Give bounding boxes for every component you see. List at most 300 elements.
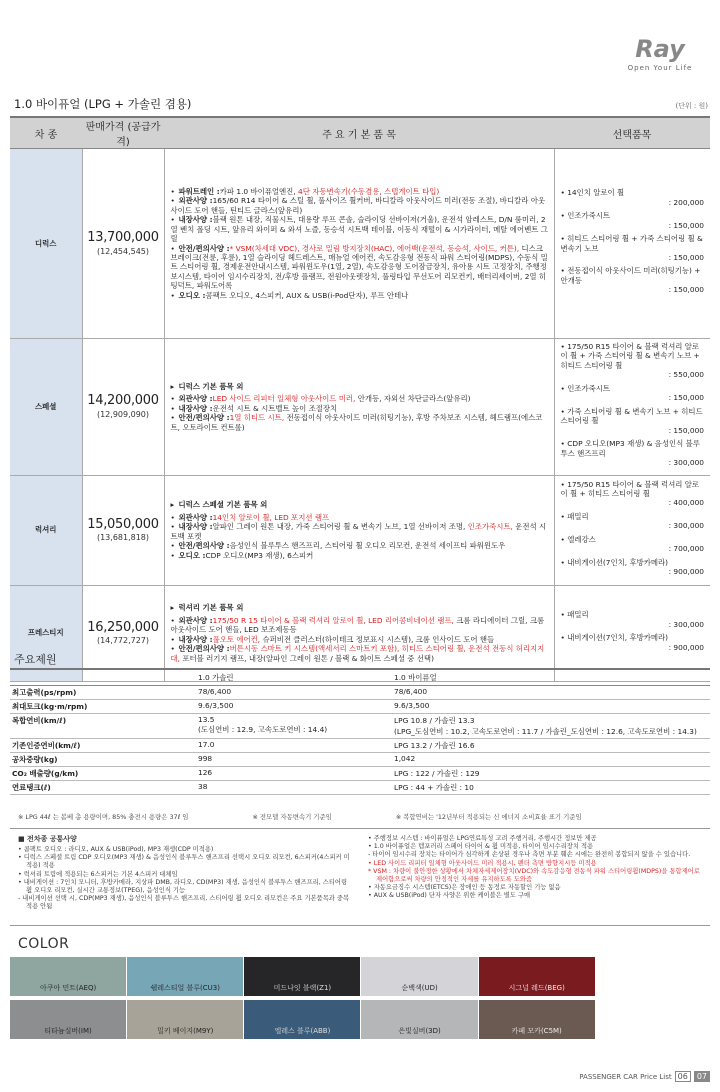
bullet-icon: •	[560, 534, 568, 544]
spec-label: 최고출력(ps/rpm)	[10, 685, 196, 699]
option-name-text: 14인치 알로이 휠	[567, 188, 625, 198]
option-price: : 150,000	[668, 252, 704, 262]
bullet-icon: •	[560, 342, 568, 351]
spec-gas-value	[196, 713, 392, 738]
options-list	[554, 585, 710, 681]
feature-text: 음성인식 블루투스 핸즈프리, 스티어링 휠 오디오 리모컨, 운전석 세이프티 파워윈도우	[229, 541, 506, 551]
option-name-text: 전동접이식 아웃사이드 미러(히팅기능) + 안개등	[560, 266, 701, 285]
option-item	[561, 407, 705, 435]
bullet-icon: •	[560, 383, 568, 393]
option-item	[561, 480, 705, 508]
spec-header-row	[10, 669, 710, 685]
feature-line	[171, 215, 550, 243]
option-price: : 150,000	[668, 285, 704, 295]
feature-line	[171, 291, 550, 300]
feature-highlight: 14인치 알로이 휠, LED 포지션 램프	[212, 512, 330, 522]
feature-highlight: 1열 히티드 시트,	[229, 413, 285, 423]
base-features-label	[171, 603, 550, 612]
trim-name: 스페셜	[10, 339, 82, 476]
option-name	[561, 512, 705, 521]
feature-line	[171, 635, 550, 644]
bullet-icon: •	[560, 188, 568, 198]
option-row	[561, 407, 705, 426]
option-price: : 150,000	[668, 425, 704, 435]
features-list	[164, 149, 554, 339]
option-name-text: 패밀리	[567, 610, 589, 620]
spec-row	[10, 713, 710, 738]
logo-text: Ray	[635, 36, 685, 62]
trim-name: 프레스티지	[10, 585, 82, 681]
option-price: : 700,000	[668, 544, 704, 554]
bullet-icon: •	[170, 644, 175, 654]
supply-price: (13,681,818)	[96, 533, 150, 543]
spec-bifuel-main: 1,042	[394, 753, 416, 763]
feature-highlight: 4단 자동변속기(수동겸용, 스텝게이트 타입)	[298, 186, 440, 196]
supply-price: (12,454,545)	[96, 246, 150, 256]
trim-price	[82, 339, 164, 476]
bullet-icon: •	[560, 406, 568, 416]
spec-title: 주요제원	[14, 653, 57, 666]
feature-tail: 운전석 시트백 포켓	[170, 522, 547, 541]
spec-bifuel-value	[392, 766, 710, 780]
feature-tail: 디스크 브레이크(전륜, 후륜), 1열 슬라이딩 헤드레스트, 매뉴얼 에어컨, 속도감응형 전동식 파워 스티어링(MDPS), 수동식 밀트 스티어링 휠, 경제운전안내시스템, 파워윈도우(1열, 2열), 속도감응형 도어잠금장치, 유아용 시트 고정장치, 주행정보시스템, 타이어 임시수리장치, 전/후방 플램프, 전원아웃렛장치, 풀링타입 무선도어 리모컨키, 배터리세이버, 2열 히팅덕트, 파워도어록	[170, 243, 548, 291]
option-price: : 400,000	[668, 498, 704, 508]
feature-label: 오디오 :	[178, 290, 206, 300]
feature-label: 내장사양 :	[178, 522, 213, 532]
bullet-icon: •	[170, 215, 175, 225]
common-note: - 타이어 임시수리 장치는 타이어가 심각하게 손상된 경우나 측면 부분 훼손 시에는 완전히 봉합되지 않을 수 있습니다.	[368, 851, 691, 859]
spec-row	[10, 685, 710, 699]
options-list	[554, 149, 710, 339]
color-swatch	[596, 1000, 712, 1039]
color-name: 순백색(UD)	[401, 984, 438, 992]
spec-header-blank	[10, 669, 196, 685]
trim-name: 럭셔리	[10, 475, 82, 585]
bullet-icon: •	[170, 522, 175, 532]
base-features-text: 럭셔리 기본 품목 외	[178, 603, 244, 613]
footer	[579, 1071, 710, 1082]
supply-price: (14,772,727)	[96, 636, 150, 646]
feature-line	[171, 244, 550, 291]
feature-label: 오디오 :	[178, 550, 206, 560]
ray-logo-icon	[612, 36, 708, 62]
option-price: : 900,000	[668, 567, 704, 577]
spec-bifuel-value	[392, 738, 710, 752]
feature-line	[171, 196, 550, 215]
price-value: 14,200,000	[87, 393, 159, 409]
bullet-icon: •	[170, 413, 175, 423]
color-name: 밀키 베이지(M9Y)	[157, 1027, 214, 1035]
bullet-icon: •	[170, 290, 175, 300]
option-price: : 550,000	[668, 370, 704, 380]
option-row	[561, 633, 705, 642]
spec-notes	[18, 812, 708, 821]
option-item	[561, 342, 705, 380]
section-title: 1.0 바이퓨얼 (LPG + 가솔린 겸용)	[14, 97, 192, 111]
spec-label: 공차중량(kg)	[10, 752, 196, 766]
spec-gas-main: 17.0	[198, 739, 215, 749]
spec-label: CO₂ 배출량(g/km)	[10, 766, 196, 780]
spec-bifuel-value	[392, 780, 710, 794]
common-note: • 내비게이션 : 7인치 모니터, 후방카메라, 지상파 DMB, 라디오, CD(MP3) 재생, 음성인식 블루투스 핸즈프리, 스티어링휠 오디오 리모컨, 실시간 교통정보(TPEG), 음성인식 기능	[18, 878, 348, 894]
common-note: • LED 사이드 리피터 일체형 아웃사이드 미러 적용시, 펜더 측면 방향지시등 미적용	[368, 859, 597, 867]
feature-text: 콤팩트 오디오, 4스피커, AUX & USB(i-Pod단자), 루프 안테나	[205, 290, 409, 300]
color-swatch	[10, 1000, 126, 1039]
trim-row	[10, 149, 710, 339]
common-spec-title: ■ 전차종 공통사양	[18, 835, 77, 843]
feature-highlight: 풀오토 에어컨,	[212, 634, 261, 644]
spec-gas-detail: (도심연비 : 12.9, 고속도로연비 : 14.4)	[198, 724, 328, 734]
spec-gas-value	[196, 685, 392, 699]
spec-bifuel-main: LPG 10.8 / 가솔린 13.3	[394, 715, 475, 725]
spec-bifuel-value	[392, 685, 710, 699]
color-name: 미드나잇 블랙(Z1)	[273, 984, 332, 992]
feature-label: 안전/편의사양 :	[178, 644, 230, 654]
feature-label: 외관사양 :	[178, 512, 213, 522]
color-swatch	[361, 957, 477, 996]
option-price: : 300,000	[668, 619, 704, 629]
spec-bifuel-main: LPG : 122 / 가솔린 : 129	[394, 768, 480, 778]
feature-highlight: 인조가죽시트,	[467, 522, 513, 532]
spec-row	[10, 699, 710, 713]
option-price: : 200,000	[668, 197, 704, 207]
feature-text: 알파인 그레이 원톤 내장, 가죽 스티어링 휠 & 변속기 노브, 1열 선바이저 조명,	[212, 522, 468, 532]
feature-label: 파워트레인 :	[178, 186, 220, 196]
color-swatch	[10, 957, 126, 996]
color-name: 티타늄실버(IM)	[44, 1027, 92, 1035]
option-name-text: 인조가죽시트	[567, 383, 611, 393]
option-item	[561, 535, 705, 554]
feature-label: 안전/편의사양 :	[178, 541, 230, 551]
spec-gas-value	[196, 766, 392, 780]
spec-label: 기존인증연비(km/ℓ)	[10, 738, 196, 752]
feature-label: 외관사양 :	[178, 615, 213, 625]
option-name-text: 175/50 R15 타이어 & 블랙 럭셔리 알로이 휠 + 가죽 스티어링 휠 & 변속기 노브 + 히티드 스티어링 휠	[560, 342, 700, 370]
price-table	[10, 116, 710, 682]
option-name	[561, 234, 705, 253]
feature-line	[171, 644, 550, 663]
common-note: • 자동요금징수 시스템(ETCS)은 장애인 등 동정로 자동할인 기능 없음	[368, 884, 561, 892]
header-price-label: 판매가격	[85, 122, 125, 133]
option-row	[561, 266, 705, 285]
feature-highlight: 175/50 R 15 타이어 & 블랙 럭셔리 알로이 휠, LED 리어콤비네이션 램프,	[212, 615, 454, 625]
spec-gas-main: 13.5	[198, 714, 215, 724]
header-options: 선택품목	[554, 117, 710, 149]
feature-line	[171, 541, 550, 550]
header-price-sub: (공급가격)	[116, 122, 161, 148]
spec-row	[10, 752, 710, 766]
feature-line	[171, 404, 550, 413]
feature-text: 165/60 R14 타이어 & 스틸 휠, 풀사이즈 휠커버, 바디칼라 아웃사이드 미러(전동 조절), 바디칼라 아웃사이드 도어 핸들, 틴티드 글라스(앞유리)	[170, 196, 545, 215]
trim-row	[10, 585, 710, 681]
spec-note: ※ 복합연비는 '12년부터 적용되는 신 에너지 소비효율 표기 기준임	[395, 813, 582, 821]
option-item	[561, 266, 705, 294]
price-value: 13,700,000	[87, 230, 159, 246]
spec-bifuel-main: LPG : 44 + 가솔린 : 10	[394, 782, 474, 792]
common-note: • 럭셔리 트림에 적용되는 6스피커는 기본 4스피커 대체임	[18, 870, 178, 878]
spec-bifuel-value	[392, 752, 710, 766]
option-row	[561, 211, 705, 220]
common-spec-box	[10, 828, 710, 926]
option-price: : 900,000	[668, 642, 704, 652]
spec-row	[10, 766, 710, 780]
spec-bifuel-main: 9.6/3,500	[394, 700, 430, 710]
feature-label: 내장사양 :	[178, 634, 213, 644]
option-price: : 300,000	[668, 458, 704, 468]
feature-line	[171, 413, 550, 432]
feature-line	[171, 394, 550, 403]
bullet-icon: ▸	[170, 603, 175, 613]
feature-label: 외관사양 :	[178, 394, 213, 404]
unit-label: (단위 : 원)	[675, 102, 708, 110]
spec-gas-value	[196, 780, 392, 794]
option-price: : 150,000	[668, 220, 704, 230]
spec-label: 최대토크(kg·m/rpm)	[10, 699, 196, 713]
color-swatch	[244, 1000, 360, 1039]
trim-name: 디럭스	[10, 149, 82, 339]
footer-text: PASSENGER CAR Price List	[579, 1072, 672, 1081]
option-row	[561, 610, 705, 619]
option-item	[561, 512, 705, 531]
bullet-icon: •	[560, 211, 568, 221]
spec-header-gas: 1.0 가솔린	[196, 669, 392, 685]
color-swatches	[10, 957, 712, 1039]
common-spec-right	[360, 835, 710, 925]
feature-text: CDP 오디오(MP3 재생), 6스피커	[205, 550, 314, 560]
option-name-text: 175/50 R15 타이어 & 블랙 럭셔리 알로이 휠 + 히티드 스티어링 휠	[560, 479, 700, 498]
color-swatch	[244, 957, 360, 996]
spec-label: 연료탱크(ℓ)	[10, 780, 196, 794]
feature-line	[171, 522, 550, 541]
color-swatch	[361, 1000, 477, 1039]
feature-line	[171, 187, 550, 196]
color-name: 시그널 레드(BEG)	[508, 984, 565, 992]
feature-label: 내장사양 :	[178, 403, 213, 413]
feature-tail: 크롬 라디에이터 그릴, 크롬 아웃사이드 도어 핸들, LED 보조제동등	[170, 615, 545, 635]
bullet-icon: •	[560, 557, 568, 567]
options-list	[554, 339, 710, 476]
color-name: 엘레스 블루(ABB)	[274, 1027, 331, 1035]
option-name-text: 패밀리	[567, 511, 589, 521]
option-name	[561, 211, 705, 220]
base-features-text: 디럭스 기본 품목 외	[178, 381, 244, 391]
option-item	[561, 610, 705, 629]
common-note: • 디럭스 스페셜 트림 CDP 오디오(MP3 재생) & 음성인식 블루투스 핸즈프리 선택시 오디오 리모컨, 6스피커(4스피커 미적용) 적용	[18, 854, 350, 870]
feature-line	[171, 513, 550, 522]
option-item	[561, 439, 705, 467]
feature-label: 안전/편의사양 :	[178, 243, 230, 253]
feature-label: 안전/편의사양 :	[178, 413, 230, 423]
bullet-icon: •	[560, 234, 568, 244]
spec-bifuel-main: LPG 13.2 / 가솔린 16.6	[394, 740, 475, 750]
spec-gas-value	[196, 699, 392, 713]
base-features-text: 디럭스 스페셜 기본 품목 외	[178, 500, 268, 510]
features-list	[164, 339, 554, 476]
option-name	[561, 633, 705, 642]
bullet-icon: •	[170, 512, 175, 522]
color-swatch	[127, 957, 243, 996]
spec-label: 복합연비(km/ℓ)	[10, 713, 196, 738]
spec-gas-value	[196, 738, 392, 752]
option-name-text: 내비게이션(7인치, 후방카메라)	[567, 557, 669, 567]
color-swatch	[479, 957, 595, 996]
header-trim: 차 종	[10, 117, 82, 149]
feature-label: 외관사양 :	[178, 196, 213, 206]
option-name	[561, 266, 705, 285]
option-price: : 300,000	[668, 521, 704, 531]
option-name-text: 내비게이션(7인치, 후방카메라)	[567, 633, 669, 643]
color-swatch	[127, 1000, 243, 1039]
feature-text: 블랙 원톤 내장, 직물시트, 대용량 루프 콘솔, 슬라이딩 선바이저(거울), 운전석 암레스트, D/N 룸미러, 2열 벤치 폴딩 시트, 앞유리 와이퍼 & 와셔 노즐, 동승석 시트백 테이블, 이동식 재떨이 & 시가라이터, 메탈 에어벤트 그릴	[170, 215, 548, 244]
spec-row	[10, 738, 710, 752]
option-name	[561, 480, 705, 499]
option-name	[561, 384, 705, 393]
option-row	[561, 480, 705, 499]
feature-highlight: 버튼시동 스마트 키 시스템(액세서리 스마트키 포함), 히티드 스티어링 휠, 운전석 전동식 허리지지대,	[170, 644, 545, 663]
option-row	[561, 558, 705, 567]
feature-highlight: LED 사이드 리피터 일체형 아웃사이드 미러,	[212, 394, 356, 404]
supply-price: (12,909,090)	[96, 410, 150, 419]
page-number: 06	[675, 1071, 691, 1082]
option-name	[561, 342, 705, 370]
color-name: 쉘레스티얼 블루(CU3)	[150, 984, 220, 992]
spec-gas-main: 9.6/3,500	[198, 700, 234, 710]
feature-text: 카파 1.0 바이퓨얼엔진,	[219, 186, 299, 196]
feature-tail: 포터블 러기지 램프, 내장(알파인 그레이 원톤 / 블랙 & 화이트 스페셜 중 선택)	[180, 653, 434, 663]
bullet-icon: •	[560, 610, 568, 620]
option-item	[561, 384, 705, 403]
spec-gas-main: 78/6,400	[198, 686, 232, 696]
option-name-text: CDP 오디오(MP3 재생) & 음성인식 블루투스 핸즈프리	[560, 439, 700, 458]
price-value: 15,050,000	[87, 516, 159, 532]
spec-gas-main: 126	[198, 767, 213, 777]
bullet-icon: •	[560, 439, 568, 449]
trim-row	[10, 339, 710, 476]
spec-table	[10, 668, 710, 795]
option-name-text: 가죽 스티어링 휠 & 변속기 노브 + 히티드 스티어링 휠	[560, 406, 703, 426]
option-item	[561, 188, 705, 207]
spec-note: ※ LPG 44ℓ 는 봄베 총 용량이며, 85% 충전시 용량은 37ℓ 임	[18, 813, 189, 821]
common-note: - 내비게이션 선택 시, CDP(MP3 재생), 음성인식 블루투스 핸즈프리, 스티어링 휠 오디오 리모컨은 주요 기본품목과 중복 적용 안됨	[18, 895, 350, 911]
option-item	[561, 558, 705, 577]
option-row	[561, 234, 705, 253]
spec-bifuel-detail: (LPG_도심연비 : 10.2, 고속도로연비 : 11.7 / 가솔린_도심연비 : 12.6, 고속도로연비 : 14.3)	[394, 726, 697, 736]
common-note: • 1.0 바이퓨얼은 템포러리 스페어 타이어 & 휠 미적용, 타이어 임시수리장치 적용	[368, 843, 594, 851]
spec-gas-main: 38	[198, 781, 208, 791]
bullet-icon: ▸	[170, 381, 175, 391]
bullet-icon: •	[170, 550, 175, 560]
bullet-icon: •	[560, 266, 568, 276]
bullet-icon: •	[170, 186, 175, 196]
option-item	[561, 234, 705, 262]
feature-line	[171, 551, 550, 560]
bullet-icon: •	[170, 615, 175, 625]
option-name-text: 인조가죽시트	[567, 211, 611, 221]
spec-gas-main: 998	[198, 753, 213, 763]
trim-price	[82, 475, 164, 585]
option-row	[561, 512, 705, 521]
trim-price	[82, 149, 164, 339]
spec-header-bifuel: 1.0 바이퓨얼	[392, 669, 710, 685]
price-table-header	[10, 117, 710, 149]
bullet-icon: •	[170, 403, 175, 413]
option-item	[561, 211, 705, 230]
color-name: 은빛실버(3D)	[398, 1027, 441, 1035]
bullet-icon: •	[560, 633, 568, 643]
header-features: 주 요 기 본 품 목	[164, 117, 554, 149]
options-list	[554, 475, 710, 585]
option-name	[561, 535, 705, 544]
price-value: 16,250,000	[87, 619, 159, 635]
color-name: 아쿠아 민트(AEQ)	[39, 984, 97, 992]
bullet-icon: •	[170, 634, 175, 644]
option-name	[561, 188, 705, 197]
bullet-icon: •	[170, 196, 175, 206]
feature-label: 내장사양 :	[178, 215, 213, 225]
color-title: COLOR	[18, 936, 70, 952]
spec-bifuel-value	[392, 699, 710, 713]
common-note: • 콤팩트 오디오 : 라디오, AUX & USB(iPod), MP3 재생(CDP 미적용)	[18, 846, 214, 854]
base-features-label	[171, 500, 550, 509]
bullet-icon: •	[170, 541, 175, 551]
option-row	[561, 439, 705, 458]
color-swatch	[596, 957, 712, 996]
color-name: 카페 모카(C5M)	[511, 1027, 562, 1035]
option-name	[561, 407, 705, 426]
spec-note: ※ 전모델 자동변속기 기준임	[252, 813, 332, 821]
bullet-icon: •	[170, 243, 175, 253]
spec-bifuel-value	[392, 713, 710, 738]
option-item	[561, 633, 705, 652]
feature-tail: 전동접이식 아웃사이드 미러(히팅기능), 후방 주차보조 시스템, 헤드램프(에스코트, 오토라이트 컨트롤)	[170, 413, 543, 432]
header-price	[82, 117, 164, 149]
option-price: : 150,000	[668, 393, 704, 403]
spec-gas-value	[196, 752, 392, 766]
option-row	[561, 342, 705, 370]
common-note: • AUX & USB(iPod) 단자 사양은 위한 케이블은 별도 구매	[368, 892, 531, 900]
feature-line	[171, 616, 550, 635]
base-features-label	[171, 382, 550, 391]
feature-highlight: * VSM(차세대 VDC), 경사로 밀림 방지장치(HAC), 에어백(운전석, 동승석, 사이드, 커튼),	[229, 243, 520, 253]
feature-tail: 슈퍼비전 클러스터(하이테크 정보표시 시스템), 크롬 인사이드 도어 핸들	[260, 634, 495, 644]
logo-tagline: Open Your Life	[627, 64, 693, 72]
spec-bifuel-main: 78/6,400	[394, 686, 428, 696]
bullet-icon: •	[170, 394, 175, 404]
common-note: * VSM : 차량이 불안정한 상황에서 차체자세제어장치(VDC)와 속도감응형 전동식 파워 스티어링휠(MDPS)을 통합제어로 제어함으로써 차량의 안정적인 자세를 유지하도록 도와줌	[368, 867, 700, 883]
feature-tail: 안개등, 자외선 차단글라스(앞유리)	[355, 394, 471, 404]
features-list	[164, 585, 554, 681]
option-name-text: 엘레강스	[567, 534, 596, 544]
option-name	[561, 558, 705, 567]
feature-text: 운전석 시트 & 시트벨트 높이 조절장치	[212, 403, 338, 413]
option-row	[561, 535, 705, 544]
brand-logo	[610, 36, 710, 72]
features-list	[164, 475, 554, 585]
trim-price	[82, 585, 164, 681]
option-name	[561, 439, 705, 458]
color-swatch	[479, 1000, 595, 1039]
option-name-text: 히티드 스티어링 휠 + 가죽 스티어링 휠 & 변속기 노브	[560, 234, 703, 253]
trim-row	[10, 475, 710, 585]
common-spec-left	[10, 835, 360, 925]
option-row	[561, 384, 705, 393]
bullet-icon: •	[560, 511, 568, 521]
page-number: 07	[694, 1071, 710, 1082]
option-row	[561, 188, 705, 197]
spec-row	[10, 780, 710, 794]
common-note: • 주행정보 시스템 : 바이퓨얼은 LPG연료특성 고려 주행거리, 주행시간 정보만 제공	[368, 835, 597, 842]
bullet-icon: ▸	[170, 500, 175, 510]
